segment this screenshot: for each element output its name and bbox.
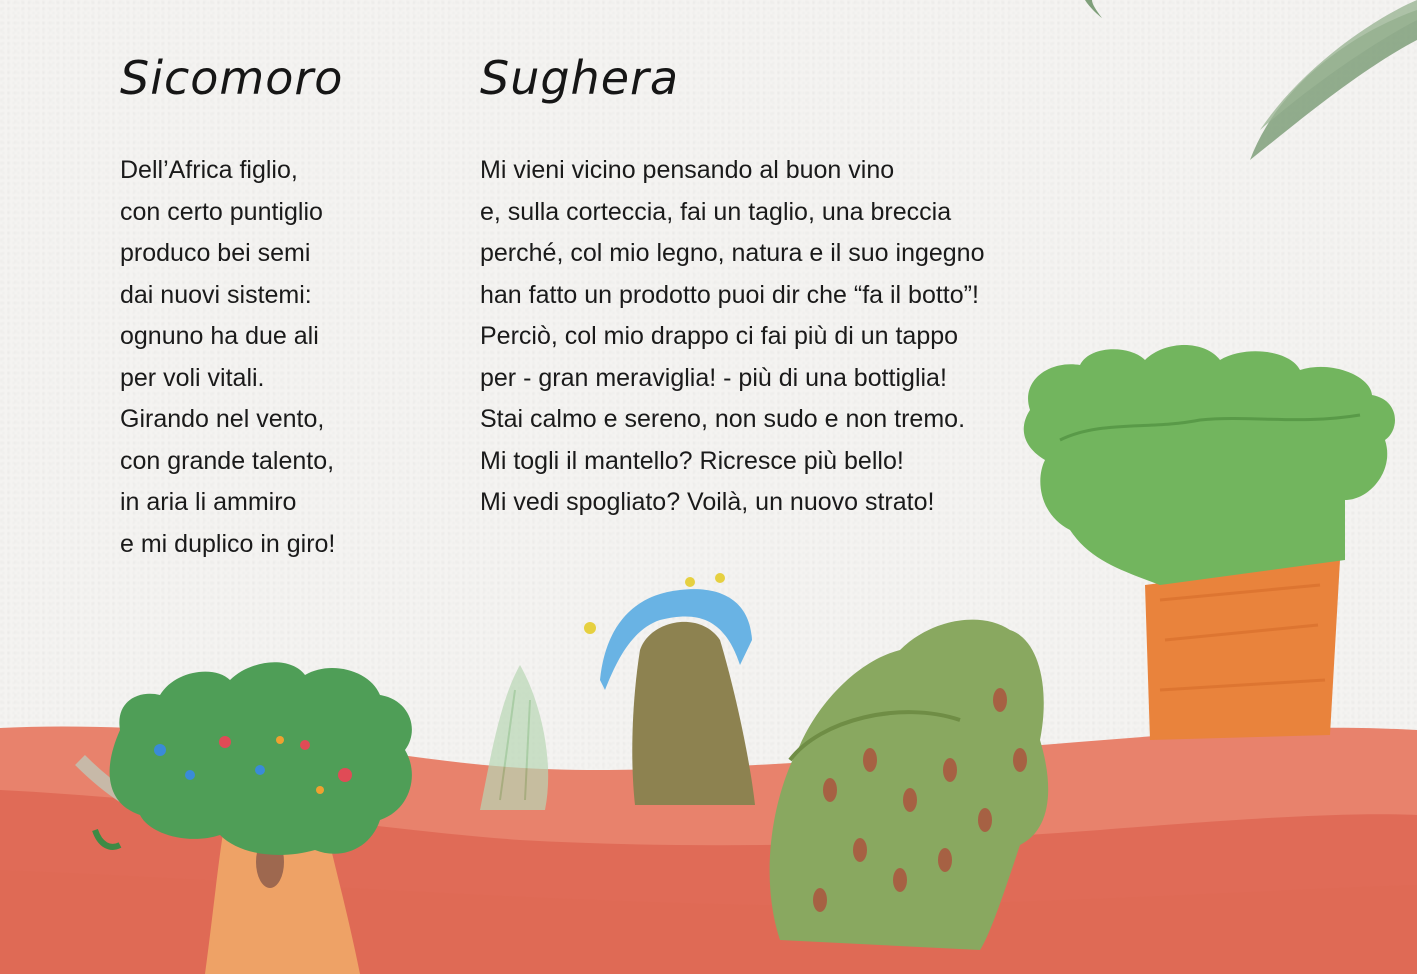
verse-line: in aria li ammiro [120, 488, 297, 516]
leaf-decoration [1085, 0, 1417, 160]
verse-line: perché, col mio legno, natura e il suo ingegno [480, 239, 985, 267]
verse-line: produco bei semi [120, 239, 311, 267]
verse-line: Mi vieni vicino pensando al buon vino [480, 156, 895, 184]
verse-line: Mi vedi spogliato? Voilà, un nuovo strato! [480, 488, 935, 516]
verse-line: Dell’Africa figlio, [120, 156, 298, 184]
tree-right [1024, 345, 1395, 740]
verse-line: Girando nel vento, [120, 405, 325, 433]
verse-line: per - gran meraviglia! - più di una bottiglia! [480, 363, 947, 392]
verse-line: ognuno ha due ali [120, 322, 319, 350]
verse-line: per voli vitali. [120, 363, 265, 392]
poem-verses [480, 150, 985, 524]
poem-title: Sicomoro [120, 51, 344, 105]
verse-line: e, sulla corteccia, fai un taglio, una breccia [480, 197, 952, 226]
verse-line: Perciò, col mio drappo ci fai più di un tappo [480, 322, 959, 350]
poem-sughera [480, 50, 985, 524]
poem-sicomoro [120, 50, 343, 565]
verse-line: han fatto un prodotto puoi dir che “fa il botto”! [480, 280, 979, 309]
verse-line: con grande talento, [120, 446, 335, 475]
verse-line: Mi togli il mantello? Ricresce più bello! [480, 446, 904, 475]
verse-line: con certo puntiglio [120, 197, 323, 226]
poem-title: Sughera [480, 51, 680, 105]
poem-verses [120, 150, 343, 565]
verse-line: dai nuovi sistemi: [120, 280, 312, 309]
plant-small [480, 665, 548, 810]
verse-line: Stai calmo e sereno, non sudo e non tremo. [480, 405, 966, 433]
verse-line: e mi duplico in giro! [120, 529, 336, 558]
